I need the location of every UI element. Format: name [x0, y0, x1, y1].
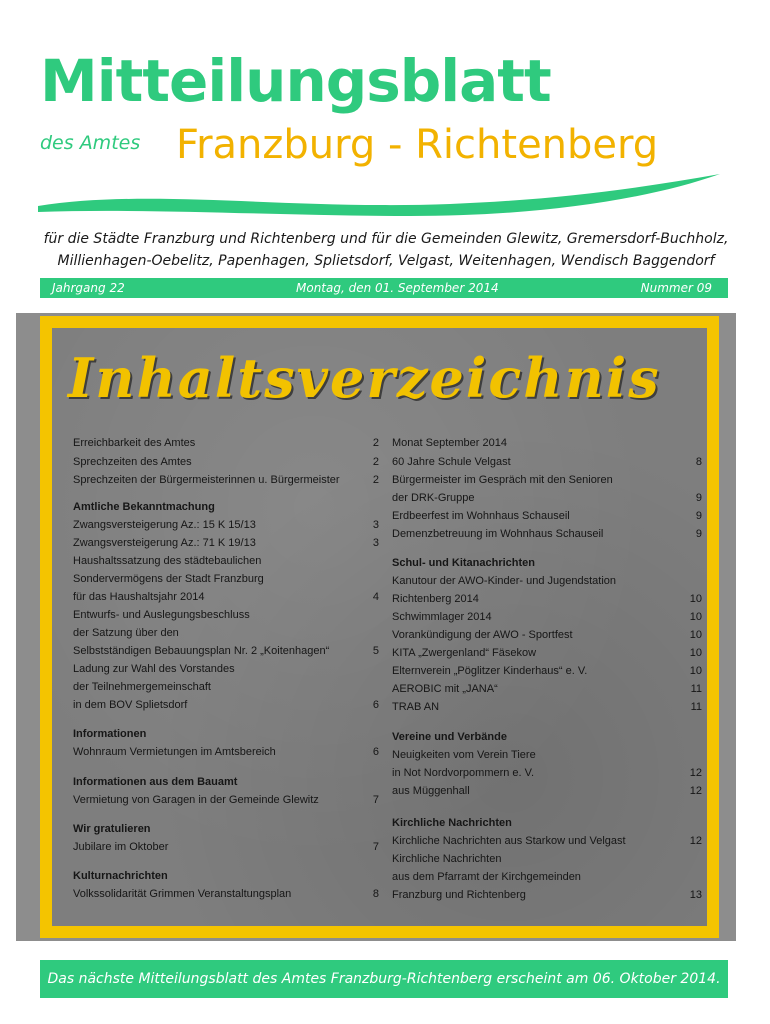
toc-entry-text: Zwangsversteigerung Az.: 71 K 19/13	[73, 537, 256, 549]
toc-entry-text: Ladung zur Wahl des Vorstandes	[73, 663, 235, 675]
toc-entry-text: in Not Nordvorpommern e. V.	[392, 767, 535, 779]
toc-page-number: 13	[689, 889, 702, 901]
toc-page-number: 10	[689, 611, 702, 623]
toc-entry-text: aus Müggenhall	[392, 785, 470, 797]
toc-entry-text: Volkssolidarität Grimmen Veranstaltungsplan	[73, 888, 292, 900]
toc-entry-text: der Satzung über den	[73, 627, 179, 639]
toc-entry	[392, 629, 702, 647]
toc-entry-text: AEROBIC mit „JANA“	[392, 683, 498, 695]
toc-right-column	[392, 437, 702, 917]
toc-entry	[73, 474, 383, 492]
toc-entry-text: Haushaltssatzung des städtebaulichen	[73, 555, 262, 567]
swoosh-shape	[38, 174, 720, 216]
toc-entry	[73, 681, 383, 699]
toc-entry-text: Franzburg und Richtenberg	[392, 889, 526, 901]
towns-line-1: für die Städte Franzburg und Richtenberg und für die Gemeinden Glewitz, Gremersdorf-Buchholz,	[43, 231, 729, 247]
issue-number: Nummer 09	[640, 281, 712, 295]
toc-section-heading	[392, 731, 702, 749]
toc-entry-text: Vorankündigung der AWO - Sportfest	[392, 629, 573, 641]
toc-entry-text: Amtliche Bekanntmachung	[73, 501, 215, 513]
toc-entry	[392, 853, 702, 871]
toc-entry	[392, 871, 702, 889]
toc-entry	[392, 575, 702, 593]
toc-entry-text: Informationen aus dem Bauamt	[73, 776, 238, 788]
toc-page-number: 2	[372, 437, 379, 449]
toc-entry	[392, 456, 702, 474]
toc-entry	[392, 701, 702, 719]
toc-page-number: 10	[689, 593, 702, 605]
toc-page-number: 10	[689, 665, 702, 677]
toc-entry	[73, 537, 383, 555]
toc-entry	[73, 841, 383, 859]
toc-page-number: 8	[372, 888, 379, 900]
toc-entry	[392, 665, 702, 683]
toc-page-number: 12	[689, 835, 702, 847]
toc-entry	[392, 474, 702, 492]
toc-entry	[73, 519, 383, 537]
toc-entry-text: Erdbeerfest im Wohnhaus Schauseil	[392, 510, 570, 522]
toc-section-heading	[73, 823, 383, 841]
toc-entry-text: Richtenberg 2014	[392, 593, 479, 605]
toc-left-column	[73, 437, 383, 917]
member-towns	[30, 228, 742, 272]
towns-line-2: Millienhagen-Oebelitz, Papenhagen, Splietsdorf, Velgast, Weitenhagen, Wendisch Baggendorf	[57, 253, 715, 269]
toc-entry	[392, 611, 702, 629]
toc-entry	[392, 767, 702, 785]
toc-entry	[73, 794, 383, 812]
toc-entry	[73, 555, 383, 573]
toc-entry-text: Bürgermeister im Gespräch mit den Senioren	[392, 474, 613, 486]
toc-section-heading	[73, 501, 383, 519]
toc-entry-text: Erreichbarkeit des Amtes	[73, 437, 196, 449]
toc-page-number: 10	[689, 647, 702, 659]
toc-entry-text: Schul- und Kitanachrichten	[392, 557, 536, 569]
toc-page-number: 12	[689, 785, 702, 797]
toc-entry	[392, 889, 702, 907]
toc-entry-text: Elternverein „Pöglitzer Kinderhaus“ e. V.	[392, 665, 588, 677]
toc-entry	[73, 591, 383, 609]
toc-page-number: 7	[372, 794, 379, 806]
toc-entry-text: Wir gratulieren	[73, 823, 151, 835]
toc-entry-text: Selbstständigen Bebauungsplan Nr. 2 „Koitenhagen“	[73, 645, 330, 657]
toc-entry	[392, 785, 702, 803]
toc-page-number: 9	[695, 510, 702, 522]
toc-entry-text: KITA „Zwergenland“ Fäsekow	[392, 647, 537, 659]
toc-section-heading	[392, 557, 702, 575]
toc-entry	[392, 749, 702, 767]
toc-section-heading	[73, 728, 383, 746]
masthead-subtitle: Franzburg - Richtenberg	[176, 122, 659, 168]
toc-entry	[392, 528, 702, 546]
next-issue-notice: Das nächste Mitteilungsblatt des Amtes Franzburg-Richtenberg erscheint am 06. Oktober 2014.	[40, 960, 728, 998]
toc-entry-text: Jubilare im Oktober	[73, 841, 169, 853]
toc-page-number: 2	[372, 474, 379, 486]
toc-entry-text: in dem BOV Splietsdorf	[73, 699, 188, 711]
toc-page-number: 5	[372, 645, 379, 657]
toc-title: Inhaltsverzeichnis	[68, 346, 661, 410]
toc-page-number: 8	[695, 456, 702, 468]
toc-entry	[73, 437, 383, 455]
toc-entry-text: Sprechzeiten der Bürgermeisterinnen u. Bürgermeister	[73, 474, 340, 486]
toc-entry-text: Monat September 2014	[392, 437, 507, 449]
toc-entry	[392, 593, 702, 611]
toc-entry-text: Sondervermögens der Stadt Franzburg	[73, 573, 264, 585]
toc-entry	[392, 647, 702, 665]
toc-page-number: 3	[372, 519, 379, 531]
toc-entry	[392, 437, 702, 455]
toc-entry-text: Kulturnachrichten	[73, 870, 168, 882]
toc-entry	[392, 835, 702, 853]
toc-page-number: 11	[690, 683, 702, 695]
toc-entry-text: der Teilnehmergemeinschaft	[73, 681, 211, 693]
masthead-subtitle-prefix: des Amtes	[40, 132, 141, 154]
toc-entry-text: Kanutour der AWO-Kinder- und Jugendstation	[392, 575, 617, 587]
toc-entry	[73, 456, 383, 474]
volume-label: Jahrgang 22	[52, 281, 125, 295]
toc-entry	[73, 573, 383, 591]
swoosh-decoration	[30, 168, 730, 218]
toc-page-number: 9	[695, 492, 702, 504]
toc-entry-text: Kirchliche Nachrichten	[392, 817, 512, 829]
toc-section-heading	[73, 776, 383, 794]
toc-entry	[73, 627, 383, 645]
toc-entry	[73, 663, 383, 681]
toc-entry	[392, 492, 702, 510]
toc-entry-text: 60 Jahre Schule Velgast	[392, 456, 511, 468]
toc-entry-text: Zwangsversteigerung Az.: 15 K 15/13	[73, 519, 256, 531]
toc-page-number: 2	[372, 456, 379, 468]
toc-entry-text: Wohnraum Vermietungen im Amtsbereich	[73, 746, 276, 758]
toc-entry	[73, 888, 383, 906]
toc-entry	[73, 645, 383, 663]
toc-page-number: 12	[689, 767, 702, 779]
toc-page-number: 11	[690, 701, 702, 713]
toc-entry-text: Kirchliche Nachrichten	[392, 853, 502, 865]
toc-entry-text: Sprechzeiten des Amtes	[73, 456, 192, 468]
masthead-title: Mitteilungsblatt	[40, 47, 551, 115]
toc-page-number: 7	[372, 841, 379, 853]
toc-entry-text: Entwurfs- und Auslegungsbeschluss	[73, 609, 250, 621]
toc-entry	[73, 746, 383, 764]
toc-section-heading	[73, 870, 383, 888]
toc-entry	[73, 699, 383, 717]
toc-page-number: 4	[372, 591, 379, 603]
toc-entry	[73, 609, 383, 627]
toc-entry	[392, 510, 702, 528]
toc-entry-text: der DRK-Gruppe	[392, 492, 475, 504]
toc-page-number: 6	[372, 746, 379, 758]
toc-entry-text: Demenzbetreuung im Wohnhaus Schauseil	[392, 528, 604, 540]
toc-entry	[392, 683, 702, 701]
toc-entry-text: Vermietung von Garagen in der Gemeinde Glewitz	[73, 794, 319, 806]
toc-section-heading	[392, 817, 702, 835]
toc-page-number: 3	[372, 537, 379, 549]
toc-entry-text: Kirchliche Nachrichten aus Starkow und Velgast	[392, 835, 626, 847]
toc-page-number: 10	[689, 629, 702, 641]
toc-entry-text: für das Haushaltsjahr 2014	[73, 591, 205, 603]
toc-entry-text: Schwimmlager 2014	[392, 611, 492, 623]
toc-entry-text: TRAB AN	[392, 701, 440, 713]
toc-entry-text: Informationen	[73, 728, 147, 740]
toc-entry-text: Vereine und Verbände	[392, 731, 507, 743]
toc-entry-text: Neuigkeiten vom Verein Tiere	[392, 749, 536, 761]
issue-info-bar	[40, 278, 728, 298]
toc-entry-text: aus dem Pfarramt der Kirchgemeinden	[392, 871, 581, 883]
toc-page-number: 9	[695, 528, 702, 540]
issue-date: Montag, den 01. September 2014	[296, 281, 499, 295]
toc-page-number: 6	[372, 699, 379, 711]
